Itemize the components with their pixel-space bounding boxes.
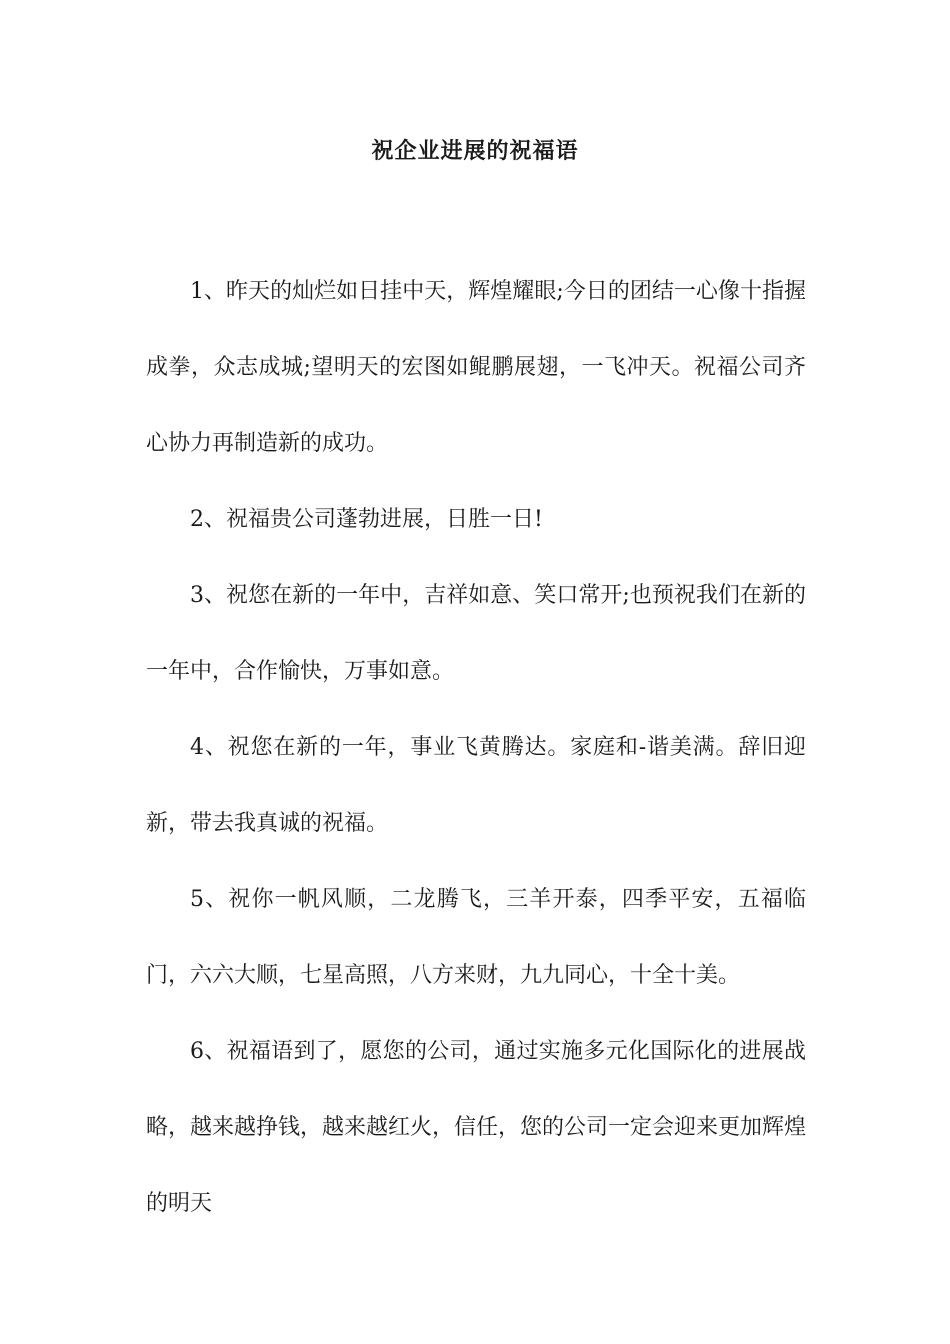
paragraph-2: 2、祝福贵公司蓬勃进展，日胜一日!	[190, 507, 543, 532]
document-title: 祝企业进展的祝福语	[371, 139, 579, 164]
paragraph-4: 4、祝您在新的一年，事业飞黄腾达。家庭和-谐美满。辞旧迎新，带去我真诚的祝福。	[146, 735, 806, 836]
paragraph-3: 3、祝您在新的一年中，吉祥如意、笑口常开;也预祝我们在新的一年中，合作愉快，万事如意。	[146, 583, 806, 684]
paragraph-6: 6、祝福语到了，愿您的公司，通过实施多元化国际化的进展战略，越来越挣钱，越来越红火，信任，您的公司一定会迎来更加辉煌的明天	[146, 1039, 807, 1216]
paragraph-5: 5、祝你一帆风顺，二龙腾飞，三羊开泰，四季平安，五福临门，六六大顺，七星高照，八方来财，九九同心，十全十美。	[146, 887, 806, 988]
document-body	[146, 254, 806, 1242]
paragraph-1: 1、昨天的灿烂如日挂中天，辉煌耀眼;今日的团结一心像十指握成拳，众志成城;望明天的宏图如鲲鹏展翅，一飞冲天。祝福公司齐心协力再制造新的成功。	[146, 279, 806, 456]
